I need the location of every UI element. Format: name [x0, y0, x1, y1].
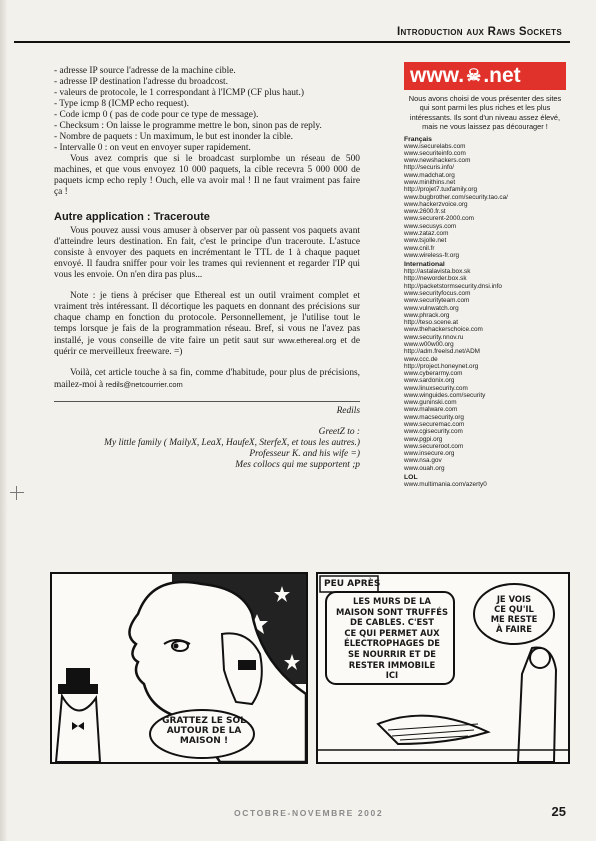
link-item[interactable]: www.zataz.com [404, 230, 449, 237]
link-item[interactable]: www.wireless-fr.org [404, 251, 460, 259]
bubble-line: ICI [385, 670, 399, 681]
link-item[interactable]: www.madchat.org [404, 171, 455, 179]
logo-text-right: .net [483, 64, 521, 87]
comic-panel-2 [316, 572, 570, 764]
ethereal-link[interactable]: www.ethereal.org [278, 336, 337, 345]
bubble-line: RESTER IMMOBILE [348, 659, 436, 670]
link-item[interactable]: http://project.honeynet.org [404, 362, 479, 370]
list-item: - Type icmp 8 (ICMP echo request). [54, 99, 189, 109]
speech-bubble-2 [330, 596, 454, 681]
link-item[interactable]: www.nsa.gov [404, 457, 442, 465]
author-email-link[interactable]: redils@netcourrier.com [105, 380, 183, 389]
bubble-line: SE NOURRIR ET DE [348, 648, 436, 659]
skull-crossbones-icon: ☠ [466, 66, 482, 85]
link-item[interactable]: www.malware.com [404, 406, 458, 414]
list-item: - Intervalle 0 : on veut en envoyer super rapidement. [54, 143, 251, 153]
link-item[interactable]: http://adm.freelsd.net/ADM [404, 348, 481, 356]
paragraph-text: Voilà, cet article touche à sa fin, comme d'habitude, pour plus de précisions, mailez-moi à [54, 368, 360, 390]
link-item[interactable]: www.sardonix.org [404, 377, 455, 385]
link-item[interactable]: www.guninski.com [404, 399, 457, 407]
header-rule [14, 41, 570, 43]
bubble-line: À FAIRE [496, 624, 532, 634]
paragraph-ethereal [54, 291, 360, 358]
links-lol [404, 481, 566, 488]
bubble-line: MAISON SONT TRUFFÉS [336, 606, 448, 617]
link-item[interactable]: http://projet7.tuxfamily.org [404, 186, 478, 194]
link-item[interactable]: www.secureroot.com [404, 442, 464, 450]
link-item[interactable]: www.bugbrother.com/security.tao.ca/ [404, 193, 508, 201]
sidebar-links-box [404, 62, 566, 488]
link-item[interactable]: www.securent-2000.com [404, 215, 474, 223]
author-signature: Redils [336, 406, 360, 416]
link-item[interactable]: www.w00w00.org [404, 340, 454, 348]
paragraph-traceroute: Vous pouvez aussi vous amuser à observer par où passent vos paquets avant d'atteindre leurs destination. En fait, c'est le principe d'un traceroute. L'astuce consiste à envoyer des paquets en incrémentant le TTL de 1 à chaque paquet envoyé. Il faudra sniffer pour voir les trames qui reviennent et regarder l'IP qui vous les envoie. On n'en dira pas plus... [54, 226, 360, 280]
links-francais [404, 143, 566, 260]
bubble-line: MAISON ! [179, 736, 229, 746]
link-item[interactable]: www.hackerzvoice.org [404, 200, 468, 208]
link-item[interactable]: www.secusys.com [404, 222, 457, 230]
bubble-line: ÉLECTROPHAGES DE [343, 638, 441, 649]
group-title-lol: LOL [404, 474, 418, 481]
list-item: - Checksum : On laisse le programme mettre le bon, sinon pas de reply. [54, 121, 322, 131]
link-item[interactable]: www.ouah.org [404, 464, 445, 472]
page-number: 25 [551, 804, 566, 819]
list-item: - Nombre de paquets : Un maximum, le but est inonder la cible. [54, 132, 294, 142]
link-item[interactable]: www.vulnwatch.org [404, 304, 459, 312]
footer-issue-date: OCTOBRE-NOVEMBRE 2002 [234, 808, 384, 818]
link-item[interactable]: www.multimania.com/azerty0 [404, 481, 487, 488]
bubble-line: CE QU'IL [494, 604, 534, 614]
greetz-line: Professeur K. and his wife =) [249, 449, 360, 459]
page-edge-shadow [0, 0, 8, 841]
comic-panel-1 [50, 572, 308, 764]
speech-bubble-3 [480, 594, 548, 634]
link-item[interactable]: www.securiteinfo.com [404, 149, 466, 157]
link-item[interactable]: http://neworder.box.sk [404, 275, 467, 283]
comic-strip [50, 572, 570, 764]
list-item: - adresse IP source l'adresse de la machine cible. [54, 66, 236, 76]
link-item[interactable]: www.securityteam.com [404, 297, 470, 305]
greetz-line: Mes collocs qui me supportent ;p [235, 460, 360, 470]
bubble-line: DE CABLES. C'EST [350, 617, 434, 628]
paragraph-text: Note : je tiens à préciser que Ethereal est un outil vraiment complet et vraiment très intéressant. Il décortique les paquets en donnant des précisions sur chaque champ en fonction du protocole. Personnellement, je l'utilise tout le temps lorsque je fais de la programmation réseau. Bref, si vous ne l'avez pas installé, je vous conseille de vite faire un petit saut sur [54, 291, 360, 346]
speech-bubble-1 [158, 716, 250, 746]
link-item[interactable]: www.cgisecurity.com [404, 428, 463, 436]
link-item[interactable]: www.tsjolle.net [404, 237, 447, 245]
greetings [54, 427, 360, 471]
list-item: - valeurs de protocole, le 1 correspondant à l'ICMP (CF plus haut.) [54, 88, 304, 98]
bubble-line: JE VOIS [496, 594, 532, 604]
parameter-list [54, 66, 360, 154]
logo-text-left: www. [410, 64, 465, 87]
link-item[interactable]: www.pgpi.org [404, 435, 443, 443]
article-column [54, 66, 360, 471]
link-item[interactable]: http://securis.info/ [404, 164, 455, 172]
link-item[interactable]: www.minithins.net [404, 179, 456, 187]
link-item[interactable]: www.macsecurity.org [404, 413, 464, 421]
link-item[interactable]: www.newshackers.com [404, 157, 471, 165]
group-title-francais: Français [404, 135, 432, 143]
link-item[interactable]: www.securemac.com [404, 421, 465, 429]
list-item: - adresse IP destination l'adresse du broadcost. [54, 77, 228, 87]
crop-mark-icon [10, 486, 24, 500]
link-item[interactable]: www.cyberarmy.com [404, 370, 463, 378]
link-item[interactable]: www.cnil.fr [404, 244, 435, 252]
link-item[interactable]: www.linuxsecurity.com [404, 384, 468, 392]
sidebar-intro: Nous avons choisi de vous présenter des sites qui sont parmi les plus riches et les plus intéressants. Ils sont d'un niveau assez élevé, mais ne vous laissez pas décourager ! [408, 94, 562, 132]
link-item[interactable]: www.ccc.de [404, 355, 438, 363]
link-item[interactable]: www.securityfocus.com [404, 289, 471, 297]
link-item[interactable]: www.thehackerschoice.com [404, 326, 483, 334]
paragraph-closing [54, 368, 360, 391]
signature-rule [54, 401, 360, 402]
link-item[interactable]: www.winguides.com/security [404, 391, 486, 399]
greetz-line: My little family ( MailyX, LeaX, HaufeX, SterfeX, et tous les autres.) [104, 438, 360, 448]
list-item: - Code icmp 0 ( pas de code pour ce type de message). [54, 110, 259, 120]
link-item[interactable]: http://astalavista.box.sk [404, 268, 471, 276]
links-international [404, 268, 566, 472]
running-header-title: Introduction aux Raws Sockets [396, 26, 562, 38]
bubble-line: AUTOUR DE LA [166, 726, 242, 736]
bubble-line: ME RESTE [490, 614, 538, 624]
bubble-line: CE QUI PERMET AUX [344, 627, 440, 638]
caption-box: PEU APRÈS [324, 579, 381, 589]
link-item[interactable]: www.isecurelabs.com [404, 142, 466, 150]
bubble-line: LES MURS DE LA [353, 596, 431, 606]
paragraph-broadcast: Vous avez compris que si le broadcast surplombe un réseau de 500 machines, et que vous envoyez 10 000 paquets, la cible recevra 5 000 000 de paquets icmp echo reply ! Ouch, elle va avoir mal ! Il ne faut vraiment pas faire ça ! [54, 154, 360, 197]
group-title-international: International [404, 261, 445, 269]
link-item[interactable]: http://teso.scene.at [404, 319, 458, 327]
link-item[interactable]: www.insecure.org [404, 450, 455, 458]
www-net-logo [404, 62, 566, 90]
paragraph-text: et de quérir ce merveilleux freeware. =) [54, 336, 360, 357]
bubble-line: GRATTEZ LE SOL [162, 716, 246, 726]
link-item[interactable]: www.2600.fr.st [404, 208, 446, 216]
section-heading: Autre application : Traceroute [54, 211, 210, 223]
link-item[interactable]: www.security.nnov.ru [404, 333, 464, 341]
link-item[interactable]: http://packetstormsecurity.dnsi.info [404, 282, 502, 290]
greetz-line: GreetZ to : [318, 427, 360, 437]
link-item[interactable]: www.phrack.org [404, 311, 450, 319]
